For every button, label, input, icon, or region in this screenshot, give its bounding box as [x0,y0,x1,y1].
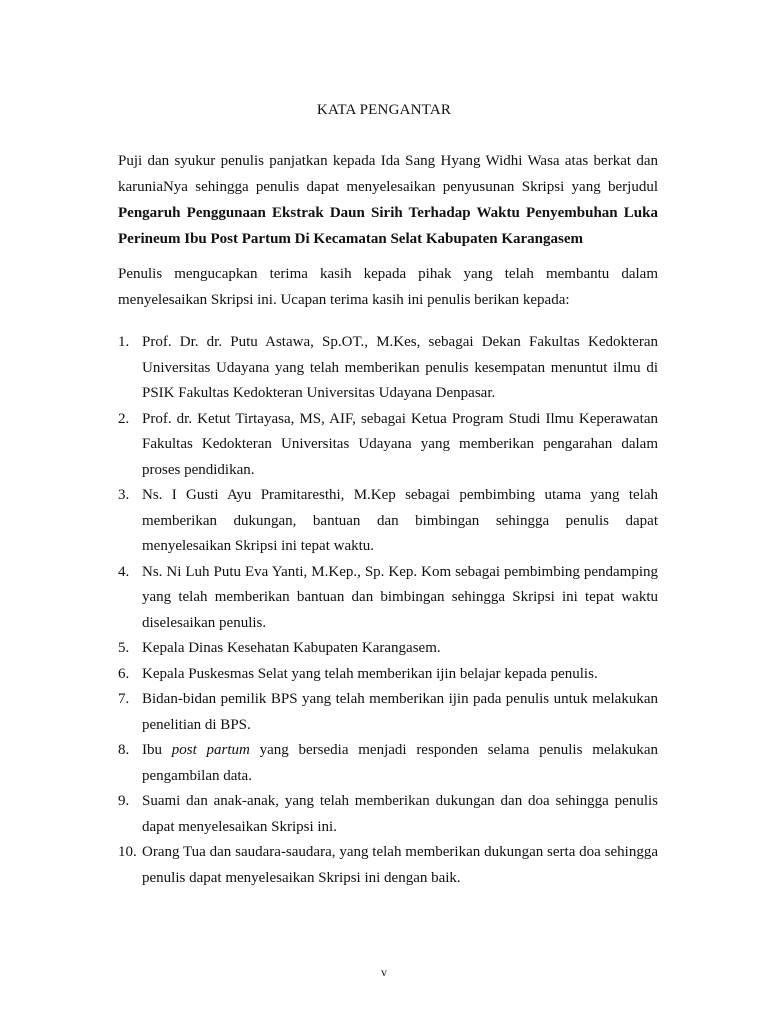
list-item-text: Prof. dr. Ketut Tirtayasa, MS, AIF, sebagai Ketua Program Studi Ilmu Keperawatan Fakultas Kedokteran Universitas Udayana yang memberikan pengarahan dalam proses pendidikan. [142,410,658,478]
italic-term: post partum [171,742,250,758]
list-item-text: Prof. Dr. dr. Putu Astawa, Sp.OT., M.Kes, sebagai Dekan Fakultas Kedokteran Universitas Udayana yang telah memberikan penulis kesempatan menuntut ilmu di PSIK Fakultas Kedokteran Universitas Udayana Denpasar. [142,334,658,401]
list-number: 6. [118,665,130,682]
list-number: 10. [118,844,137,860]
list-item [118,738,658,789]
list-item-text: Suami dan anak-anak, yang telah memberikan dukungan dan doa sehingga penulis dapat menyelesaikan Skripsi ini. [142,793,658,835]
list-item-text: Ns. Ni Luh Putu Eva Yanti, M.Kep., Sp. Kep. Kom sebagai pembimbing pendamping yang telah memberikan bantuan dan bimbingan sehingga Skripsi ini tepat waktu diselesaikan penulis. [142,563,658,631]
list-item [118,636,658,662]
list-item-text-prefix: Ibu [142,742,172,758]
list-item-text: Bidan-bidan pemilik BPS yang telah memberikan ijin pada penulis untuk melakukan penelitian di BPS. [142,691,658,733]
list-item [118,483,658,560]
list-number: 2. [118,410,130,427]
intro-text: Puji dan syukur penulis panjatkan kepada Ida Sang Hyang Widhi Wasa atas berkat dan karuniaNya sehingga penulis dapat menyelesaikan penyusunan Skripsi yang berjudul [118,153,658,195]
thesis-title: Pengaruh Penggunaan Ekstrak Daun Sirih Terhadap Waktu Penyembuhan Luka Perineum Ibu Post Partum Di Kecamatan Selat Kabupaten Karangasem [118,205,658,247]
list-item [118,789,658,840]
list-item-text: Ns. I Gusti Ayu Pramitaresthi, M.Kep sebagai pembimbing utama yang telah memberikan dukungan, bantuan dan bimbingan sehingga penulis dapat menyelesaikan Skripsi ini tepat waktu. [142,487,658,554]
list-item-text: yang bersedia menjadi responden selama penulis melakukan pengambilan data. [142,742,659,784]
list-item [118,840,658,891]
page-number: v [381,965,387,979]
list-number: 8. [118,742,130,758]
thanks-intro-paragraph [118,261,658,313]
list-item [118,407,658,484]
list-item-text: Kepala Dinas Kesehatan Kabupaten Karangasem. [142,640,441,656]
list-number: 4. [118,563,130,580]
acknowledgement-list [118,330,658,891]
list-item [118,687,658,738]
list-item [118,560,658,637]
list-item [118,662,658,688]
thanks-intro-text: Penulis mengucapkan terima kasih kepada pihak yang telah membantu dalam menyelesaikan Skripsi ini. Ucapan terima kasih ini penulis berikan kepada: [118,266,658,308]
intro-paragraph [118,148,658,252]
list-number: 7. [118,691,130,707]
list-number: 3. [118,487,130,503]
list-number: 9. [118,793,130,809]
page-title: KATA PENGANTAR [316,102,452,118]
list-number: 1. [118,334,130,350]
list-item [118,330,658,407]
list-item-text: Kepala Puskesmas Selat yang telah memberikan ijin belajar kepada penulis. [142,665,598,682]
list-number: 5. [118,640,130,656]
list-item-text: Orang Tua dan saudara-saudara, yang telah memberikan dukungan serta doa sehingga penulis dapat menyelesaikan Skripsi ini dengan baik. [142,844,658,886]
